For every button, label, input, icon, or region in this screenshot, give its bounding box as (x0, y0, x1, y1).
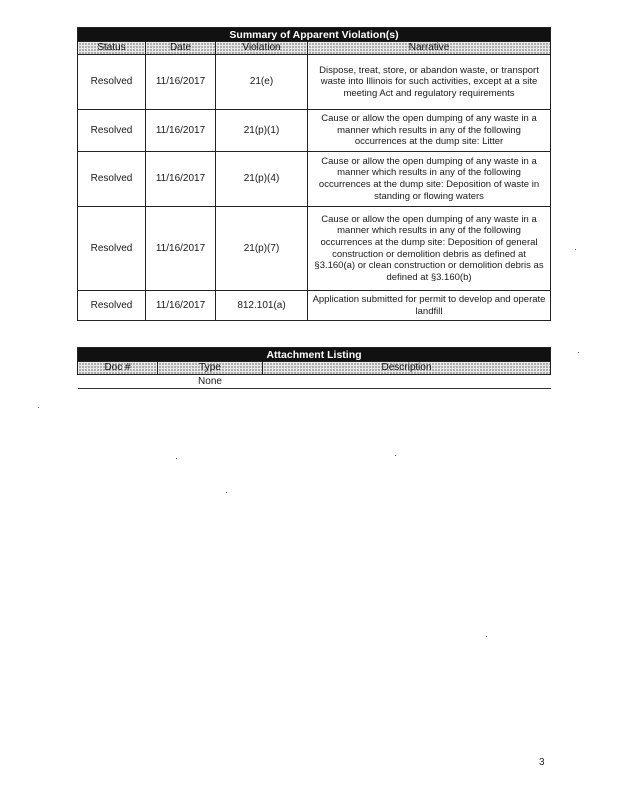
status-cell: Resolved (78, 291, 146, 321)
violation-cell: 21(e) (216, 55, 308, 110)
page-number: 3 (539, 757, 545, 768)
header-violation: Violation (216, 42, 308, 55)
date-cell: 11/16/2017 (146, 207, 216, 291)
table-row (78, 291, 551, 321)
table-row (78, 375, 551, 389)
violation-cell: 21(p)(1) (216, 110, 308, 152)
violations-table-title: Summary of Apparent Violation(s) (78, 28, 551, 42)
violation-cell: 812.101(a) (216, 291, 308, 321)
type-cell: None (158, 375, 263, 389)
header-narrative: Narrative (308, 42, 551, 55)
date-cell: 11/16/2017 (146, 110, 216, 152)
table-row (78, 110, 551, 152)
narrative-cell: Cause or allow the open dumping of any waste in a manner which results in any of the following occurrences at the dump site: Deposition of general construction or demolition debris as defined at §3.160(a) or clean construction or demolition debris as defined at §3.160(b) (308, 207, 551, 291)
date-cell: 11/16/2017 (146, 152, 216, 207)
violation-cell: 21(p)(7) (216, 207, 308, 291)
scan-speck (575, 249, 576, 250)
scan-speck (226, 492, 227, 493)
attachments-table (77, 347, 551, 389)
header-doc-number: Doc # (78, 362, 158, 375)
narrative-cell: Cause or allow the open dumping of any waste in a manner which results in any of the following occurrences at the dump site: Litter (308, 110, 551, 152)
header-type: Type (158, 362, 263, 375)
table-row (78, 152, 551, 207)
scan-speck (395, 455, 396, 456)
narrative-cell: Dispose, treat, store, or abandon waste, or transport waste into Illinois for such activities, except at a site meeting Act and regulatory requirements (308, 55, 551, 110)
header-status: Status (78, 42, 146, 55)
status-cell: Resolved (78, 110, 146, 152)
violations-table (77, 27, 551, 321)
doc-number-cell (78, 375, 158, 389)
scan-speck (38, 407, 39, 408)
date-cell: 11/16/2017 (146, 291, 216, 321)
status-cell: Resolved (78, 152, 146, 207)
scan-speck (486, 636, 487, 637)
table-row (78, 207, 551, 291)
scan-speck (578, 352, 579, 353)
header-description: Description (263, 362, 551, 375)
scan-speck (176, 458, 177, 459)
attachments-table-title: Attachment Listing (78, 348, 551, 362)
narrative-cell: Application submitted for permit to develop and operate landfill (308, 291, 551, 321)
narrative-cell: Cause or allow the open dumping of any waste in a manner which results in any of the following occurrences at the dump site: Deposition of waste in standing or flowing waters (308, 152, 551, 207)
table-row (78, 55, 551, 110)
status-cell: Resolved (78, 55, 146, 110)
date-cell: 11/16/2017 (146, 55, 216, 110)
status-cell: Resolved (78, 207, 146, 291)
violation-cell: 21(p)(4) (216, 152, 308, 207)
description-cell (263, 375, 551, 389)
header-date: Date (146, 42, 216, 55)
